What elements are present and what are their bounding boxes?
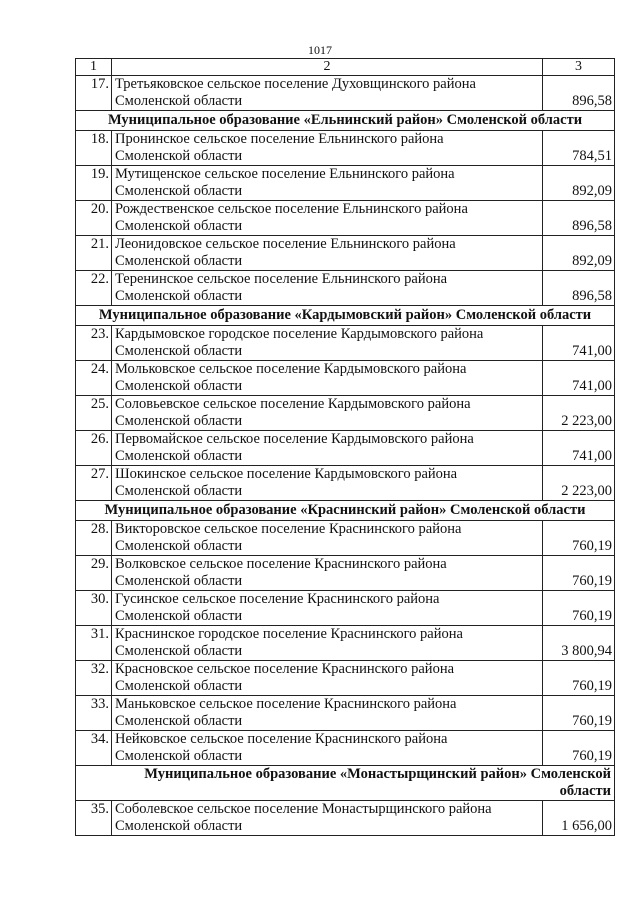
amount-value: 784,51 (543, 131, 615, 166)
settlement-name-line-1: Мольковское сельское поселение Кардымовского района (115, 361, 467, 377)
settlement-name (112, 236, 543, 271)
table-row (76, 166, 615, 201)
settlement-name (112, 801, 543, 836)
amount-value: 3 800,94 (543, 626, 615, 661)
settlement-name-line-2: Смоленской области (115, 748, 243, 764)
settlement-name-line-2: Смоленской области (115, 538, 243, 554)
row-number: 25. (76, 396, 112, 431)
row-number: 34. (76, 731, 112, 766)
table-row (76, 271, 615, 306)
amount-value: 760,19 (543, 556, 615, 591)
settlement-name-line-1: Волковское сельское поселение Краснинского района (115, 556, 447, 572)
table-row (76, 361, 615, 396)
settlement-name (112, 661, 543, 696)
row-number: 32. (76, 661, 112, 696)
section-title-line-2: области (559, 783, 611, 799)
table-header-row (76, 59, 615, 76)
section-header-row (76, 766, 615, 801)
table-row (76, 801, 615, 836)
row-number: 31. (76, 626, 112, 661)
settlement-name (112, 361, 543, 396)
amount-value: 760,19 (543, 661, 615, 696)
settlement-name-line-2: Смоленской области (115, 413, 243, 429)
section-header-row (76, 306, 615, 326)
settlement-name (112, 431, 543, 466)
settlement-name (112, 271, 543, 306)
amount-value: 896,58 (543, 76, 615, 111)
settlement-name (112, 201, 543, 236)
column-header-3: 3 (543, 59, 615, 76)
column-header-1: 1 (76, 59, 112, 76)
table-row (76, 556, 615, 591)
row-number: 30. (76, 591, 112, 626)
section-title: Муниципальное образование «Кардымовский район» Смоленской области (76, 306, 615, 326)
table-row (76, 521, 615, 556)
table-row (76, 236, 615, 271)
row-number: 24. (76, 361, 112, 396)
table-row (76, 661, 615, 696)
section-header-row (76, 501, 615, 521)
table-row (76, 131, 615, 166)
settlement-name (112, 626, 543, 661)
amount-value: 1 656,00 (543, 801, 615, 836)
amount-value: 2 223,00 (543, 396, 615, 431)
settlement-name (112, 166, 543, 201)
settlement-name-line-2: Смоленской области (115, 93, 243, 109)
settlement-name-line-1: Соболевское сельское поселение Монастырщинского района (115, 801, 492, 817)
row-number: 28. (76, 521, 112, 556)
settlement-name-line-1: Леонидовское сельское поселение Ельнинского района (115, 236, 456, 252)
settlement-name-line-1: Рождественское сельское поселение Ельнинского района (115, 201, 468, 217)
settlement-name-line-1: Теренинское сельское поселение Ельнинского района (115, 271, 448, 287)
settlement-name-line-1: Гусинское сельское поселение Краснинского района (115, 591, 440, 607)
table-row (76, 731, 615, 766)
settlement-name-line-2: Смоленской области (115, 218, 243, 234)
settlement-name-line-1: Маньковское сельское поселение Краснинского района (115, 696, 457, 712)
table-row (76, 591, 615, 626)
amount-value: 760,19 (543, 591, 615, 626)
section-title (76, 766, 615, 801)
row-number: 26. (76, 431, 112, 466)
table-row (76, 396, 615, 431)
settlement-name-line-1: Шокинское сельское поселение Кардымовского района (115, 466, 458, 482)
settlement-name (112, 76, 543, 111)
amount-value: 741,00 (543, 431, 615, 466)
section-title: Муниципальное образование «Краснинский район» Смоленской области (76, 501, 615, 521)
settlement-name (112, 466, 543, 501)
row-number: 23. (76, 326, 112, 361)
settlement-name-line-1: Кардымовское городское поселение Кардымовского района (115, 326, 484, 342)
settlement-name-line-2: Смоленской области (115, 608, 243, 624)
amount-value: 741,00 (543, 326, 615, 361)
section-title-line-1: Муниципальное образование «Монастырщинский район» Смоленской (144, 766, 611, 782)
row-number: 19. (76, 166, 112, 201)
amount-value: 896,58 (543, 201, 615, 236)
settlement-name-line-2: Смоленской области (115, 288, 243, 304)
amount-value: 896,58 (543, 271, 615, 306)
settlements-table (75, 58, 615, 836)
settlement-name-line-2: Смоленской области (115, 483, 243, 499)
settlement-name-line-2: Смоленской области (115, 448, 243, 464)
settlement-name-line-2: Смоленской области (115, 378, 243, 394)
amount-value: 760,19 (543, 696, 615, 731)
table-row (76, 326, 615, 361)
row-number: 20. (76, 201, 112, 236)
settlement-name-line-2: Смоленской области (115, 678, 243, 694)
amount-value: 892,09 (543, 236, 615, 271)
settlement-name-line-2: Смоленской области (115, 643, 243, 659)
amount-value: 741,00 (543, 361, 615, 396)
row-number: 33. (76, 696, 112, 731)
amount-value: 760,19 (543, 521, 615, 556)
amount-value: 760,19 (543, 731, 615, 766)
table-row (76, 466, 615, 501)
settlement-name (112, 556, 543, 591)
section-header-row (76, 111, 615, 131)
settlement-name-line-1: Соловьевское сельское поселение Кардымовского района (115, 396, 471, 412)
settlement-name (112, 326, 543, 361)
settlement-name-line-2: Смоленской области (115, 343, 243, 359)
amount-value: 892,09 (543, 166, 615, 201)
row-number: 29. (76, 556, 112, 591)
settlement-name (112, 591, 543, 626)
row-number: 22. (76, 271, 112, 306)
table-row (76, 626, 615, 661)
row-number: 21. (76, 236, 112, 271)
table-row (76, 76, 615, 111)
settlement-name (112, 696, 543, 731)
settlement-name-line-1: Первомайское сельское поселение Кардымовского района (115, 431, 474, 447)
column-header-2: 2 (112, 59, 543, 76)
settlement-name-line-1: Третьяковское сельское поселение Духовщинского района (115, 76, 476, 92)
section-title: Муниципальное образование «Ельнинский район» Смоленской области (76, 111, 615, 131)
row-number: 35. (76, 801, 112, 836)
settlement-name-line-1: Пронинское сельское поселение Ельнинского района (115, 131, 444, 147)
table-row (76, 696, 615, 731)
settlement-name (112, 396, 543, 431)
row-number: 18. (76, 131, 112, 166)
settlement-name-line-1: Краснинское городское поселение Краснинского района (115, 626, 463, 642)
settlement-name (112, 731, 543, 766)
settlement-name (112, 521, 543, 556)
settlement-name-line-2: Смоленской области (115, 253, 243, 269)
settlement-name-line-2: Смоленской области (115, 148, 243, 164)
table-row (76, 201, 615, 236)
amount-value: 2 223,00 (543, 466, 615, 501)
settlement-name-line-1: Нейковское сельское поселение Краснинского района (115, 731, 448, 747)
settlement-name-line-2: Смоленской области (115, 573, 243, 589)
settlement-name-line-1: Викторовское сельское поселение Краснинского района (115, 521, 462, 537)
row-number: 27. (76, 466, 112, 501)
settlement-name-line-1: Красновское сельское поселение Краснинского района (115, 661, 455, 677)
page-number: 1017 (308, 43, 332, 57)
settlement-name-line-2: Смоленской области (115, 818, 243, 834)
row-number: 17. (76, 76, 112, 111)
table-row (76, 431, 615, 466)
settlement-name-line-2: Смоленской области (115, 183, 243, 199)
settlement-name (112, 131, 543, 166)
settlement-name-line-1: Мутищенское сельское поселение Ельнинского района (115, 166, 455, 182)
settlement-name-line-2: Смоленской области (115, 713, 243, 729)
